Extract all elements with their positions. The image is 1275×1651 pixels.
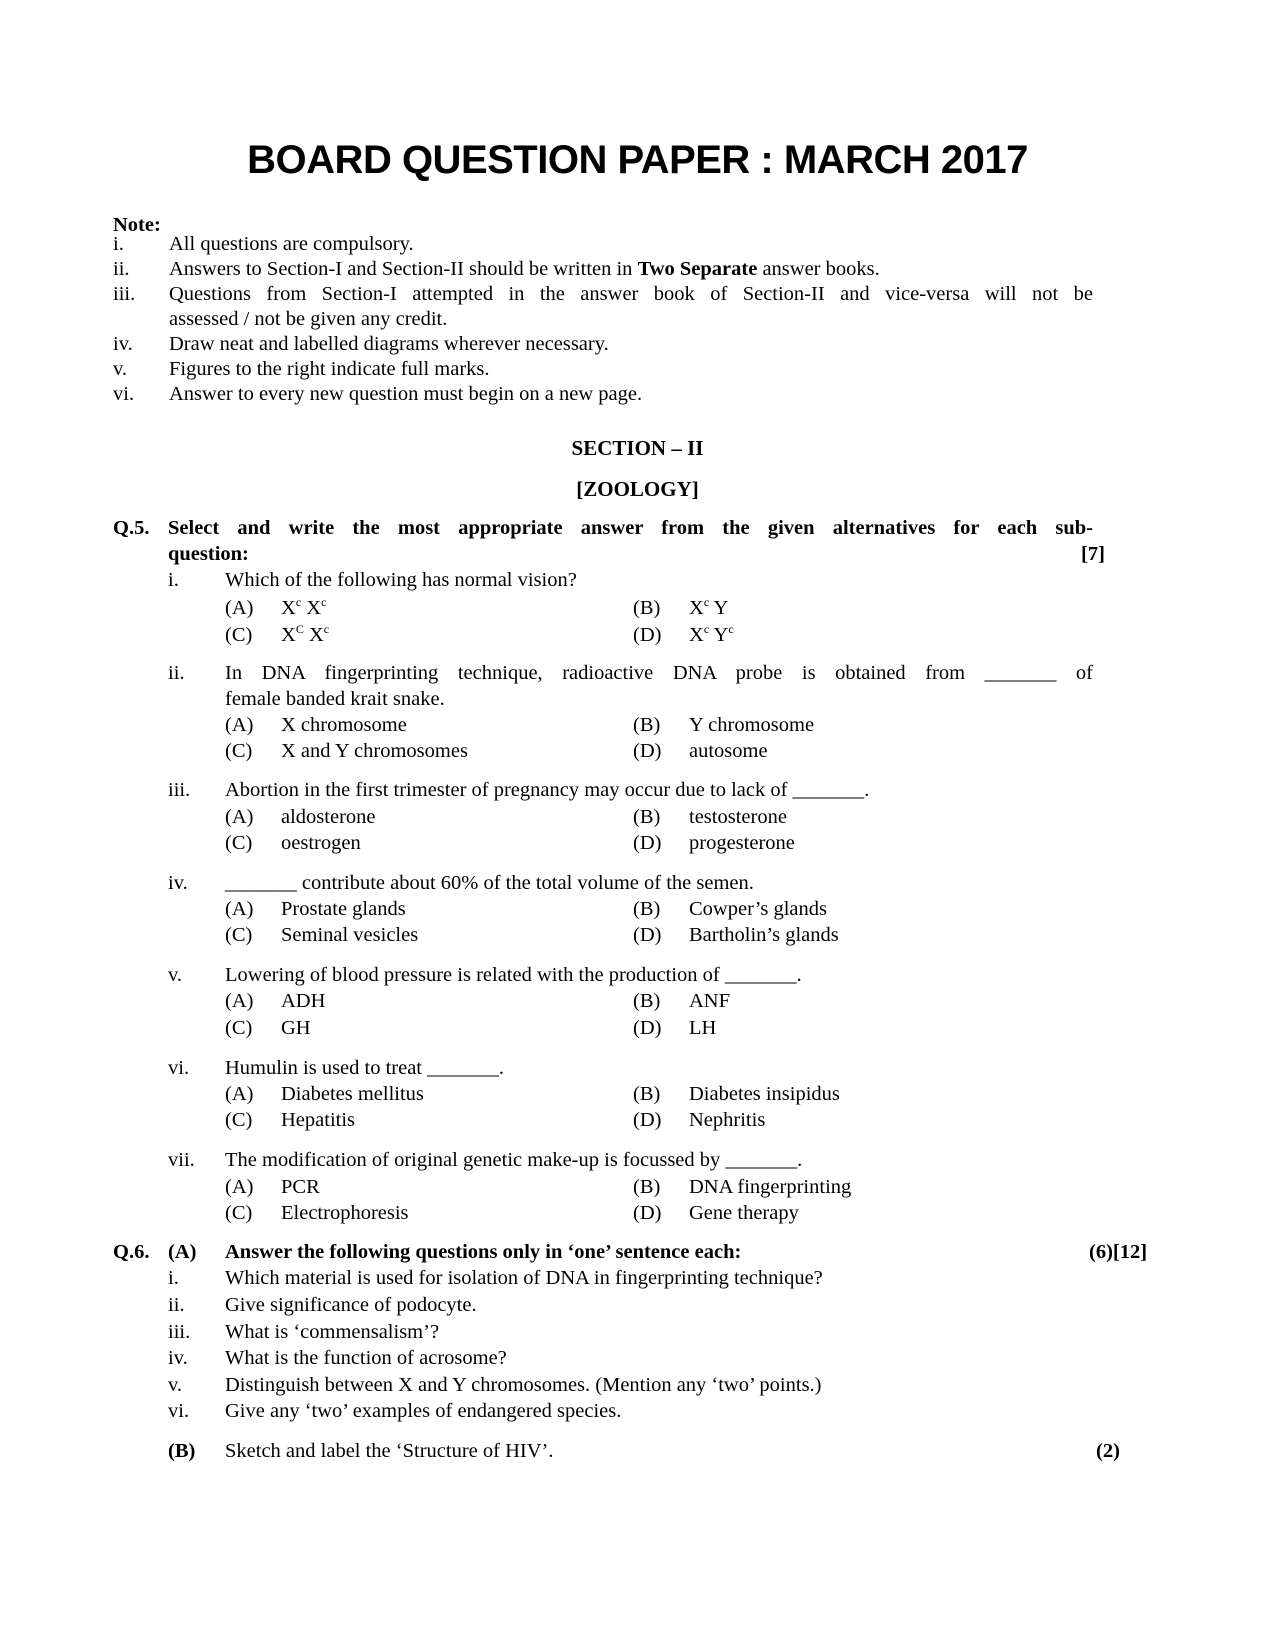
option-text [689,597,728,620]
superscript: C [295,622,304,636]
q5-item-num: ii. [168,662,185,684]
option-label: (D) [633,1017,662,1039]
option-text: Cowper’s glands [689,898,827,920]
option-label: (D) [633,924,662,946]
option-text: Diabetes insipidus [689,1083,840,1105]
superscript: c [321,595,327,609]
option-text: LH [689,1017,717,1039]
q5-instruction-cont: question: [168,543,249,565]
q5-item-num: vi. [168,1057,190,1079]
option-label: (A) [225,597,254,619]
option-text [281,624,329,647]
superscript: c [703,622,710,636]
q6-item-num: iii. [168,1321,191,1343]
note-text: Draw neat and labelled diagrams wherever necessary. [169,333,609,355]
option-label: (D) [633,624,662,646]
q5-item-num: v. [168,964,183,986]
option-text: Seminal vesicles [281,924,419,946]
superscript: c [323,622,330,636]
option-text: Prostate glands [281,898,406,920]
option-label: (A) [225,1176,254,1198]
q5-item-num: iv. [168,872,188,894]
note-num: v. [113,358,128,380]
genotype-b: Y [709,597,729,619]
note-text-pre: Answers to Section-I and Section-II should be written in [169,258,638,280]
paper-title: BOARD QUESTION PAPER : MARCH 2017 [247,138,1028,182]
q5-item-text: In DNA fingerprinting technique, radioactive DNA probe is obtained from _______ of [225,662,1093,684]
option-text: Hepatitis [281,1109,356,1131]
note-num: vi. [113,383,135,405]
note-text: Answer to every new question must begin on a new page. [169,383,643,405]
q6-part-a-marks: (6)[12] [1089,1241,1148,1263]
option-text: PCR [281,1176,320,1198]
q5-item-text: Which of the following has normal vision? [225,569,577,591]
genotype-b: X [301,597,322,619]
option-label: (B) [633,1176,661,1198]
option-text: Gene therapy [689,1202,799,1224]
genotype-a: X [689,597,704,619]
option-label: (A) [225,898,254,920]
q5-item-text: Lowering of blood pressure is related with the production of _______. [225,964,802,986]
note-text: All questions are compulsory. [169,233,414,255]
q5-marks: [7] [1081,543,1105,565]
genotype-b: X [303,624,324,646]
option-text: X and Y chromosomes [281,740,468,762]
option-text: autosome [689,740,768,762]
option-label: (C) [225,832,253,854]
note-text-post: answer books. [757,258,880,280]
option-label: (A) [225,806,254,828]
option-label: (C) [225,624,253,646]
option-text: Nephritis [689,1109,766,1131]
option-text: Electrophoresis [281,1202,409,1224]
option-label: (C) [225,924,253,946]
option-text: DNA fingerprinting [689,1176,852,1198]
q5-item-num: iii. [168,779,191,801]
option-text [689,624,734,647]
q6-item-num: ii. [168,1294,185,1316]
option-label: (D) [633,740,662,762]
q6-item-num: v. [168,1374,183,1396]
superscript: c [703,595,710,609]
option-label: (C) [225,1017,253,1039]
option-label: (C) [225,740,253,762]
q6-part-a-label: (A) [168,1241,197,1263]
genotype-b: Y [709,624,729,646]
q5-item-text: Abortion in the first trimester of pregnancy may occur due to lack of _______. [225,779,870,801]
q6-item-text: Distinguish between X and Y chromosomes. (Mention any ‘two’ points.) [225,1374,822,1396]
q6-item-text: Give significance of podocyte. [225,1294,477,1316]
q5-number: Q.5. [113,517,150,539]
option-label: (C) [225,1109,253,1131]
q6-item-text: Which material is used for isolation of DNA in fingerprinting technique? [225,1267,823,1289]
option-text: oestrogen [281,832,361,854]
q5-instruction: Select and write the most appropriate answer from the given alternatives for each sub- [168,517,1093,539]
note-text: Figures to the right indicate full marks. [169,358,490,380]
section-heading: SECTION – II [571,436,704,460]
option-label: (A) [225,990,254,1012]
q6-part-b-marks: (2) [1096,1440,1120,1462]
option-label: (B) [633,597,661,619]
option-label: (B) [633,1083,661,1105]
note-num: i. [113,233,124,255]
option-text: testosterone [689,806,787,828]
genotype-a: X [281,624,296,646]
genotype-a: X [689,624,704,646]
option-text: X chromosome [281,714,407,736]
note-text: Questions from Section-I attempted in the answer book of Section-II and vice-versa will not be [169,283,1093,305]
superscript: c [728,622,734,636]
option-text: progesterone [689,832,795,854]
q5-item-text: The modification of original genetic make-up is focussed by _______. [225,1149,803,1171]
q5-item-num: i. [168,569,179,591]
option-label: (B) [633,990,661,1012]
q6-item-num: iv. [168,1347,188,1369]
option-text: aldosterone [281,806,376,828]
q6-item-num: vi. [168,1400,190,1422]
option-text: ADH [281,990,326,1012]
option-text: Bartholin’s glands [689,924,839,946]
note-text-bold: Two Separate [637,258,758,280]
note-num: iii. [113,283,136,305]
option-text [281,597,326,620]
option-label: (C) [225,1202,253,1224]
option-label: (D) [633,1109,662,1131]
option-text: Diabetes mellitus [281,1083,424,1105]
q6-number: Q.6. [113,1241,150,1263]
q5-item-num: vii. [168,1149,195,1171]
option-text: ANF [689,990,731,1012]
q6-part-b-text: Sketch and label the ‘Structure of HIV’. [225,1440,554,1462]
superscript: c [295,595,302,609]
note-text [169,256,1093,282]
option-label: (B) [633,714,661,736]
option-label: (B) [633,898,661,920]
option-label: (A) [225,1083,254,1105]
q6-part-a-instruction: Answer the following questions only in ‘one’ sentence each: [225,1241,742,1263]
q6-item-text: What is ‘commensalism’? [225,1321,440,1343]
note-text: assessed / not be given any credit. [169,308,448,330]
option-text: GH [281,1017,311,1039]
option-label: (B) [633,806,661,828]
option-label: (A) [225,714,254,736]
option-label: (D) [633,832,662,854]
q6-item-num: i. [168,1267,179,1289]
option-label: (D) [633,1202,662,1224]
note-heading: Note: [113,214,161,236]
q6-part-b-label: (B) [168,1440,196,1462]
note-num: ii. [113,258,130,280]
q5-item-text: Humulin is used to treat _______. [225,1057,505,1079]
q6-item-text: Give any ‘two’ examples of endangered species. [225,1400,622,1422]
q5-item-text-cont: female banded krait snake. [225,688,445,710]
q5-item-text: _______ contribute about 60% of the total volume of the semen. [225,872,754,894]
note-num: iv. [113,333,133,355]
q6-item-text: What is the function of acrosome? [225,1347,507,1369]
genotype-a: X [281,597,296,619]
subject-heading: [ZOOLOGY] [576,477,699,501]
option-text: Y chromosome [689,714,815,736]
